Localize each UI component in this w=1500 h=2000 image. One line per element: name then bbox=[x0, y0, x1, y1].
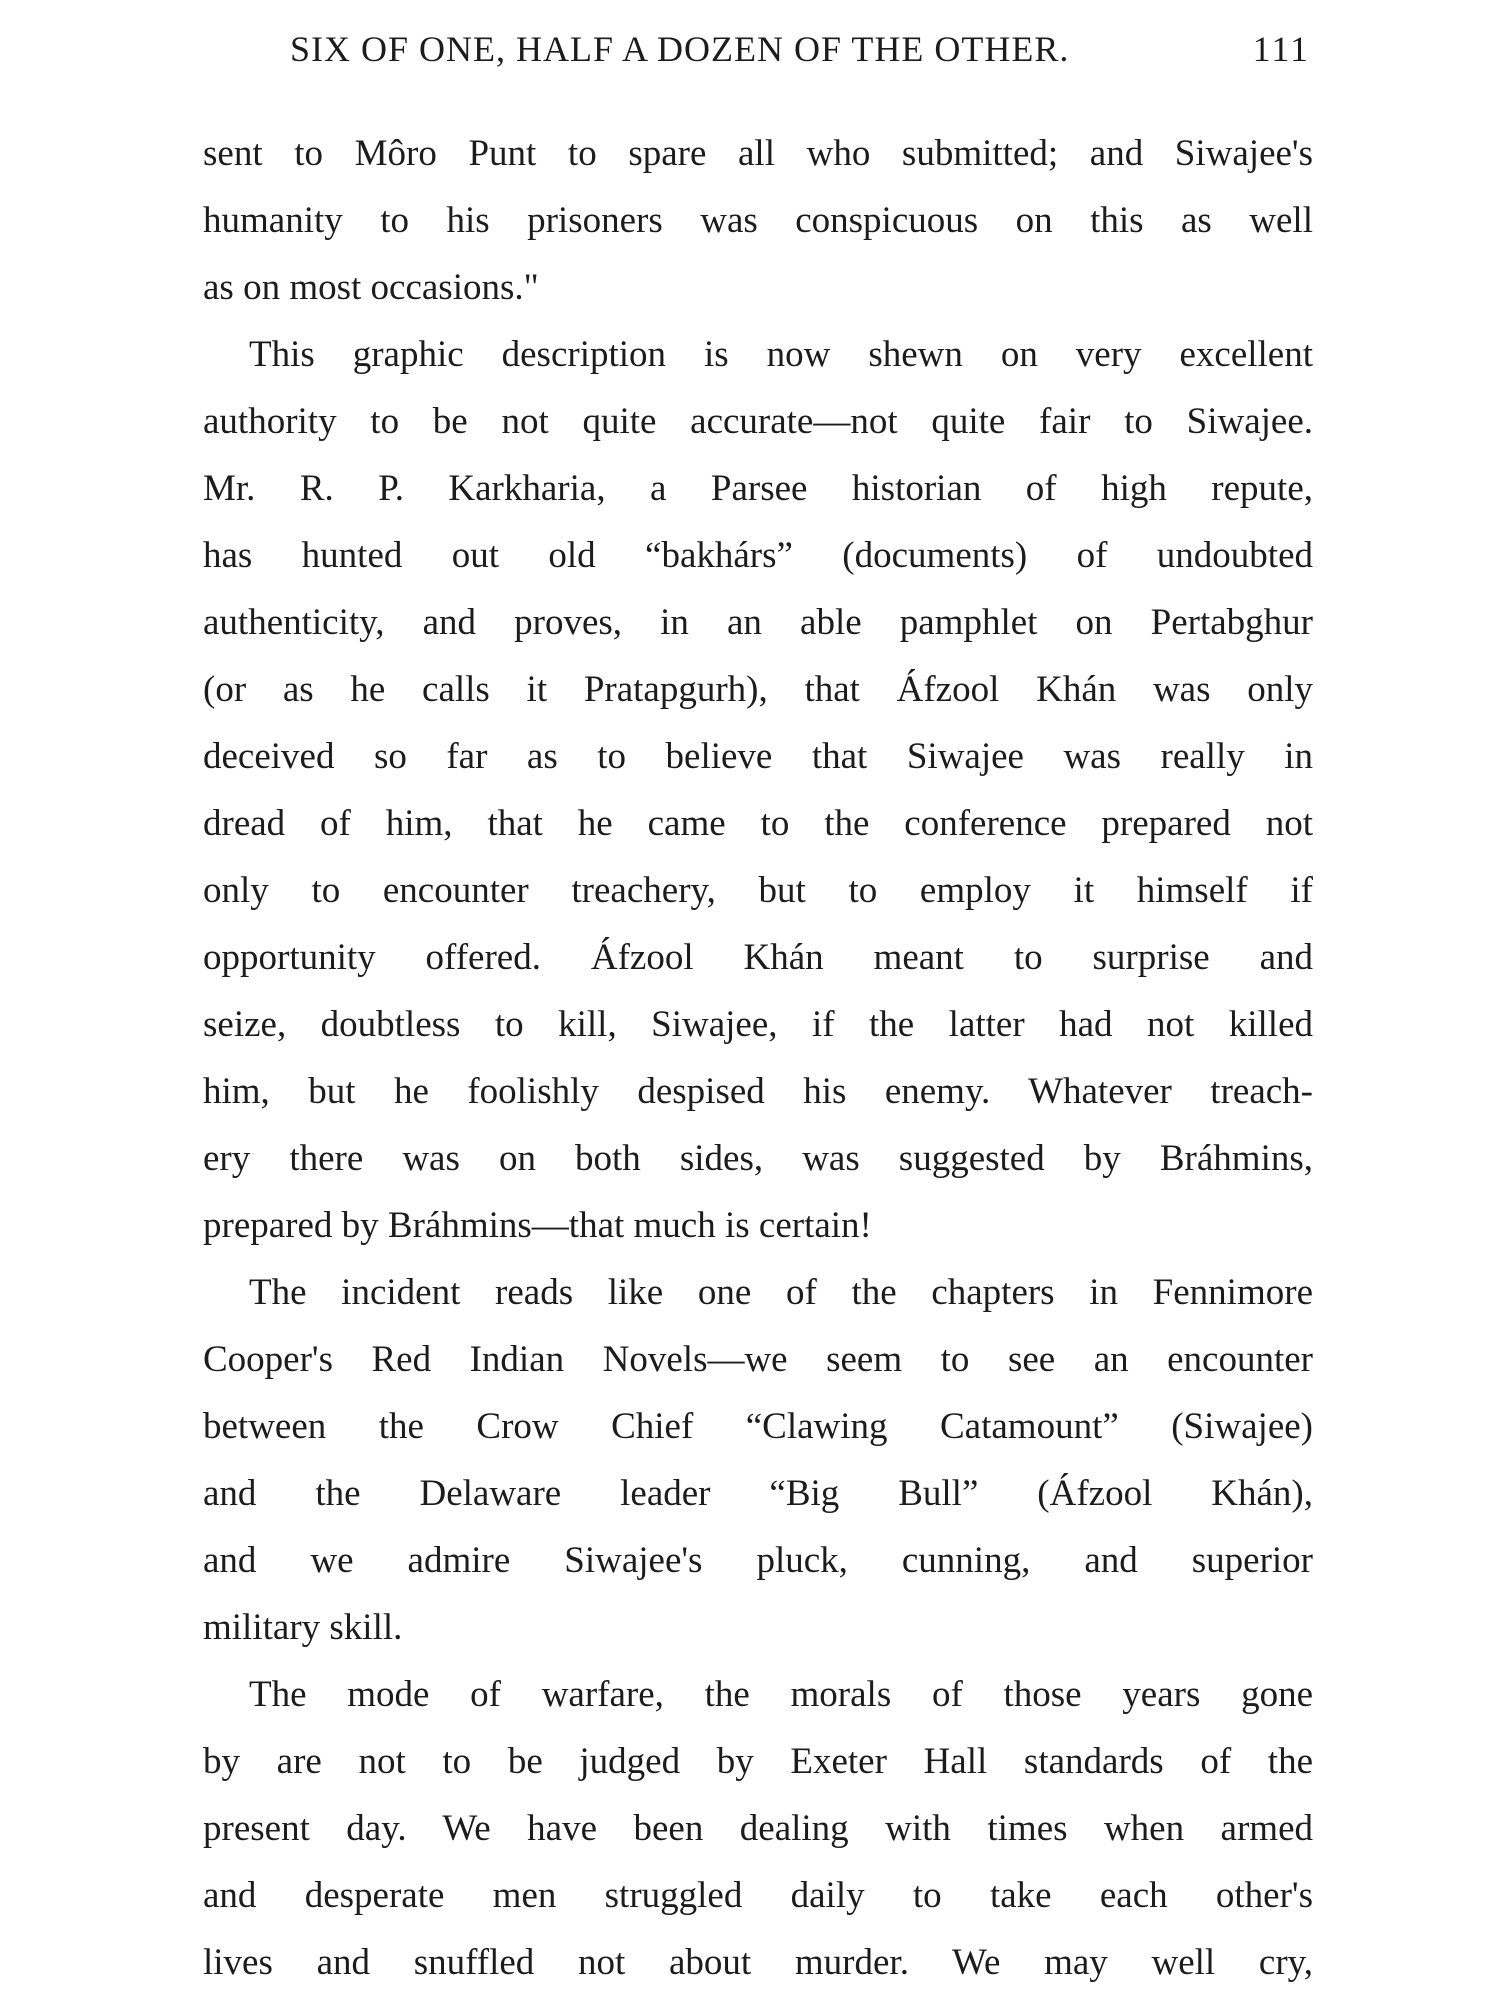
text-line: The incident reads like one of the chapters in Fennimore bbox=[249, 1272, 1313, 1313]
paragraph bbox=[203, 321, 1313, 1259]
text-line: authority to be not quite accurate—not quite fair to Siwajee. bbox=[203, 401, 1313, 442]
text-line: humanity to his prisoners was conspicuous on this as well bbox=[203, 200, 1313, 241]
text-line: only to encounter treachery, but to employ it himself if bbox=[203, 870, 1313, 911]
text-line: The mode of warfare, the morals of those years gone bbox=[249, 1674, 1313, 1715]
text-line: and desperate men struggled daily to take each other's bbox=[203, 1875, 1313, 1916]
running-header bbox=[290, 28, 1310, 78]
text-line: deceived so far as to believe that Siwajee was really in bbox=[203, 736, 1313, 777]
chapter-title: SIX OF ONE, HALF A DOZEN OF THE OTHER. bbox=[290, 29, 1070, 69]
text-line: Mr. R. P. Karkharia, a Parsee historian of high repute, bbox=[203, 468, 1313, 509]
text-line: and we admire Siwajee's pluck, cunning, and superior bbox=[203, 1540, 1313, 1581]
text-line: present day. We have been dealing with times when armed bbox=[203, 1808, 1313, 1849]
paragraph bbox=[203, 1661, 1313, 1996]
text-line: lives and snuffled not about murder. We may well cry, bbox=[203, 1942, 1313, 1983]
text-line: military skill. bbox=[203, 1607, 403, 1648]
text-line: Cooper's Red Indian Novels—we seem to see an encounter bbox=[203, 1339, 1313, 1380]
text-line: (or as he calls it Pratapgurh), that Áfzool Khán was only bbox=[203, 669, 1313, 710]
paragraph bbox=[203, 120, 1313, 321]
paragraph bbox=[203, 1259, 1313, 1661]
text-line: prepared by Bráhmins—that much is certain! bbox=[203, 1205, 872, 1246]
text-line: has hunted out old “bakhárs” (documents) of undoubted bbox=[203, 535, 1313, 576]
text-line: by are not to be judged by Exeter Hall standards of the bbox=[203, 1741, 1313, 1782]
body-text bbox=[203, 120, 1313, 1996]
text-line: and the Delaware leader “Big Bull” (Áfzool Khán), bbox=[203, 1473, 1313, 1514]
text-line: seize, doubtless to kill, Siwajee, if the latter had not killed bbox=[203, 1004, 1313, 1045]
text-line: sent to Môro Punt to spare all who submitted; and Siwajee's bbox=[203, 133, 1313, 174]
text-line: between the Crow Chief “Clawing Catamount” (Siwajee) bbox=[203, 1406, 1313, 1447]
text-line: dread of him, that he came to the conference prepared not bbox=[203, 803, 1313, 844]
text-line: authenticity, and proves, in an able pamphlet on Pertabghur bbox=[203, 602, 1313, 643]
text-line: as on most occasions." bbox=[203, 267, 539, 308]
text-line: ery there was on both sides, was suggested by Bráhmins, bbox=[203, 1138, 1313, 1179]
page-number: 111 bbox=[1252, 29, 1310, 69]
text-line: opportunity offered. Áfzool Khán meant to surprise and bbox=[203, 937, 1313, 978]
text-line: him, but he foolishly despised his enemy. Whatever treach- bbox=[203, 1071, 1313, 1112]
text-line: This graphic description is now shewn on very excellent bbox=[249, 334, 1313, 375]
